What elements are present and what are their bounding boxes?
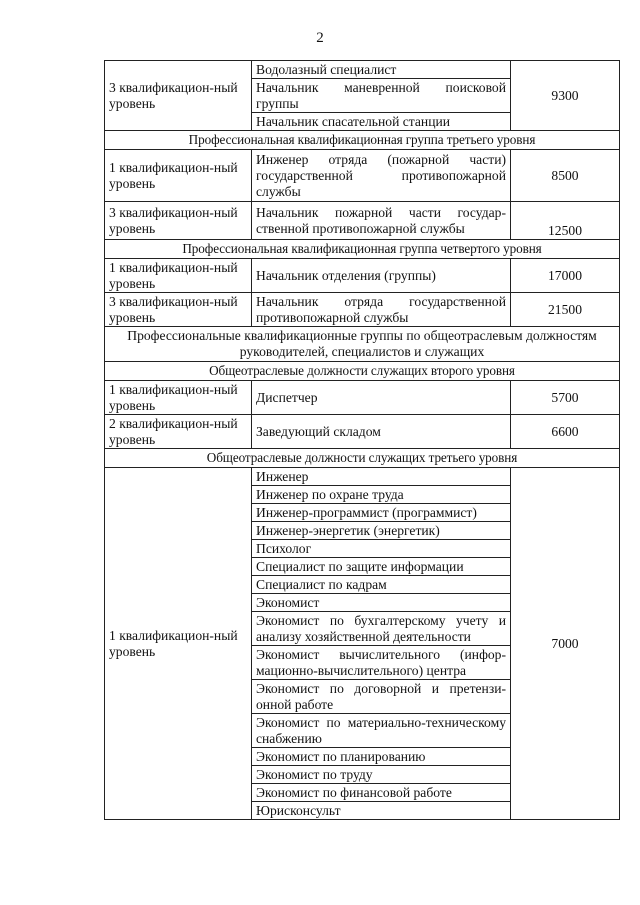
salary-value: 17000 bbox=[511, 259, 620, 293]
salary-value: 9300 bbox=[511, 61, 620, 131]
position-title: Специалист по защите информации bbox=[252, 558, 511, 576]
table-row bbox=[105, 415, 620, 449]
position-title: Инженер отряда (пожарной части) государственной противопожарной службы bbox=[252, 150, 511, 202]
qualification-level: 1 квалификацион-ный уровень bbox=[105, 259, 252, 293]
qualification-level: 1 квалификацион-ный уровень bbox=[105, 468, 252, 820]
group-header-row bbox=[105, 131, 620, 150]
salary-value: 7000 bbox=[511, 468, 620, 820]
position-title: Экономист по материально-техническому снабжению bbox=[252, 714, 511, 748]
position-title: Начальник отряда государственной противопожарной службы bbox=[252, 293, 511, 327]
qualification-level: 3 квалификацион-ный уровень bbox=[105, 202, 252, 240]
group-header-row bbox=[105, 240, 620, 259]
group-header: Профессиональные квалификационные группы по общеотраслевым должностям руководителей, специалистов и служащих bbox=[105, 327, 620, 362]
table-row bbox=[105, 293, 620, 327]
position-title: Экономист вычислительного (инфор-мационно-вычислительного) центра bbox=[252, 646, 511, 680]
position-title: Инженер-энергетик (энергетик) bbox=[252, 522, 511, 540]
position-title: Специалист по кадрам bbox=[252, 576, 511, 594]
qualification-level: 1 квалификацион-ный уровень bbox=[105, 150, 252, 202]
group-header: Профессиональная квалификационная группа четвертого уровня bbox=[105, 240, 620, 259]
group-header-row bbox=[105, 327, 620, 362]
group-header: Профессиональная квалификационная группа третьего уровня bbox=[105, 131, 620, 150]
table-row bbox=[105, 202, 620, 240]
table-row bbox=[105, 381, 620, 415]
salary-value: 21500 bbox=[511, 293, 620, 327]
position-title: Психолог bbox=[252, 540, 511, 558]
table-row bbox=[105, 150, 620, 202]
qualification-level: 1 квалификацион-ный уровень bbox=[105, 381, 252, 415]
position-title: Начальник спасательной станции bbox=[252, 113, 511, 131]
position-title: Водолазный специалист bbox=[252, 61, 511, 79]
qualification-level: 3 квалификацион-ный уровень bbox=[105, 293, 252, 327]
position-title: Экономист по труду bbox=[252, 766, 511, 784]
position-title: Инженер bbox=[252, 468, 511, 486]
position-title: Экономист bbox=[252, 594, 511, 612]
qualification-level: 3 квалификацион-ный уровень bbox=[105, 61, 252, 131]
position-title: Инженер-программист (программист) bbox=[252, 504, 511, 522]
position-title: Экономист по финансовой работе bbox=[252, 784, 511, 802]
salary-value: 8500 bbox=[511, 150, 620, 202]
table-row bbox=[105, 259, 620, 293]
salary-value: 6600 bbox=[511, 415, 620, 449]
table-row bbox=[105, 468, 620, 486]
position-title: Заведующий складом bbox=[252, 415, 511, 449]
qualification-level: 2 квалификацион-ный уровень bbox=[105, 415, 252, 449]
position-title: Начальник отделения (группы) bbox=[252, 259, 511, 293]
position-title: Диспетчер bbox=[252, 381, 511, 415]
position-title: Юрисконсульт bbox=[252, 802, 511, 820]
salary-value: 5700 bbox=[511, 381, 620, 415]
qualification-table bbox=[104, 60, 620, 820]
position-title: Экономист по договорной и претензи-онной работе bbox=[252, 680, 511, 714]
group-header: Общеотраслевые должности служащих второго уровня bbox=[105, 362, 620, 381]
page-number: 2 bbox=[316, 30, 324, 46]
qualification-table-body bbox=[105, 61, 620, 820]
group-header-row bbox=[105, 449, 620, 468]
group-header-row bbox=[105, 362, 620, 381]
group-header: Общеотраслевые должности служащих третьего уровня bbox=[105, 449, 620, 468]
table-row bbox=[105, 61, 620, 79]
position-title: Начальник пожарной части государ-ственной противопожарной службы bbox=[252, 202, 511, 240]
salary-value: 12500 bbox=[511, 202, 620, 240]
position-title: Экономист по планированию bbox=[252, 748, 511, 766]
position-title: Инженер по охране труда bbox=[252, 486, 511, 504]
position-title: Экономист по бухгалтерскому учету и анализу хозяйственной деятельности bbox=[252, 612, 511, 646]
position-title: Начальник маневренной поисковой группы bbox=[252, 79, 511, 113]
